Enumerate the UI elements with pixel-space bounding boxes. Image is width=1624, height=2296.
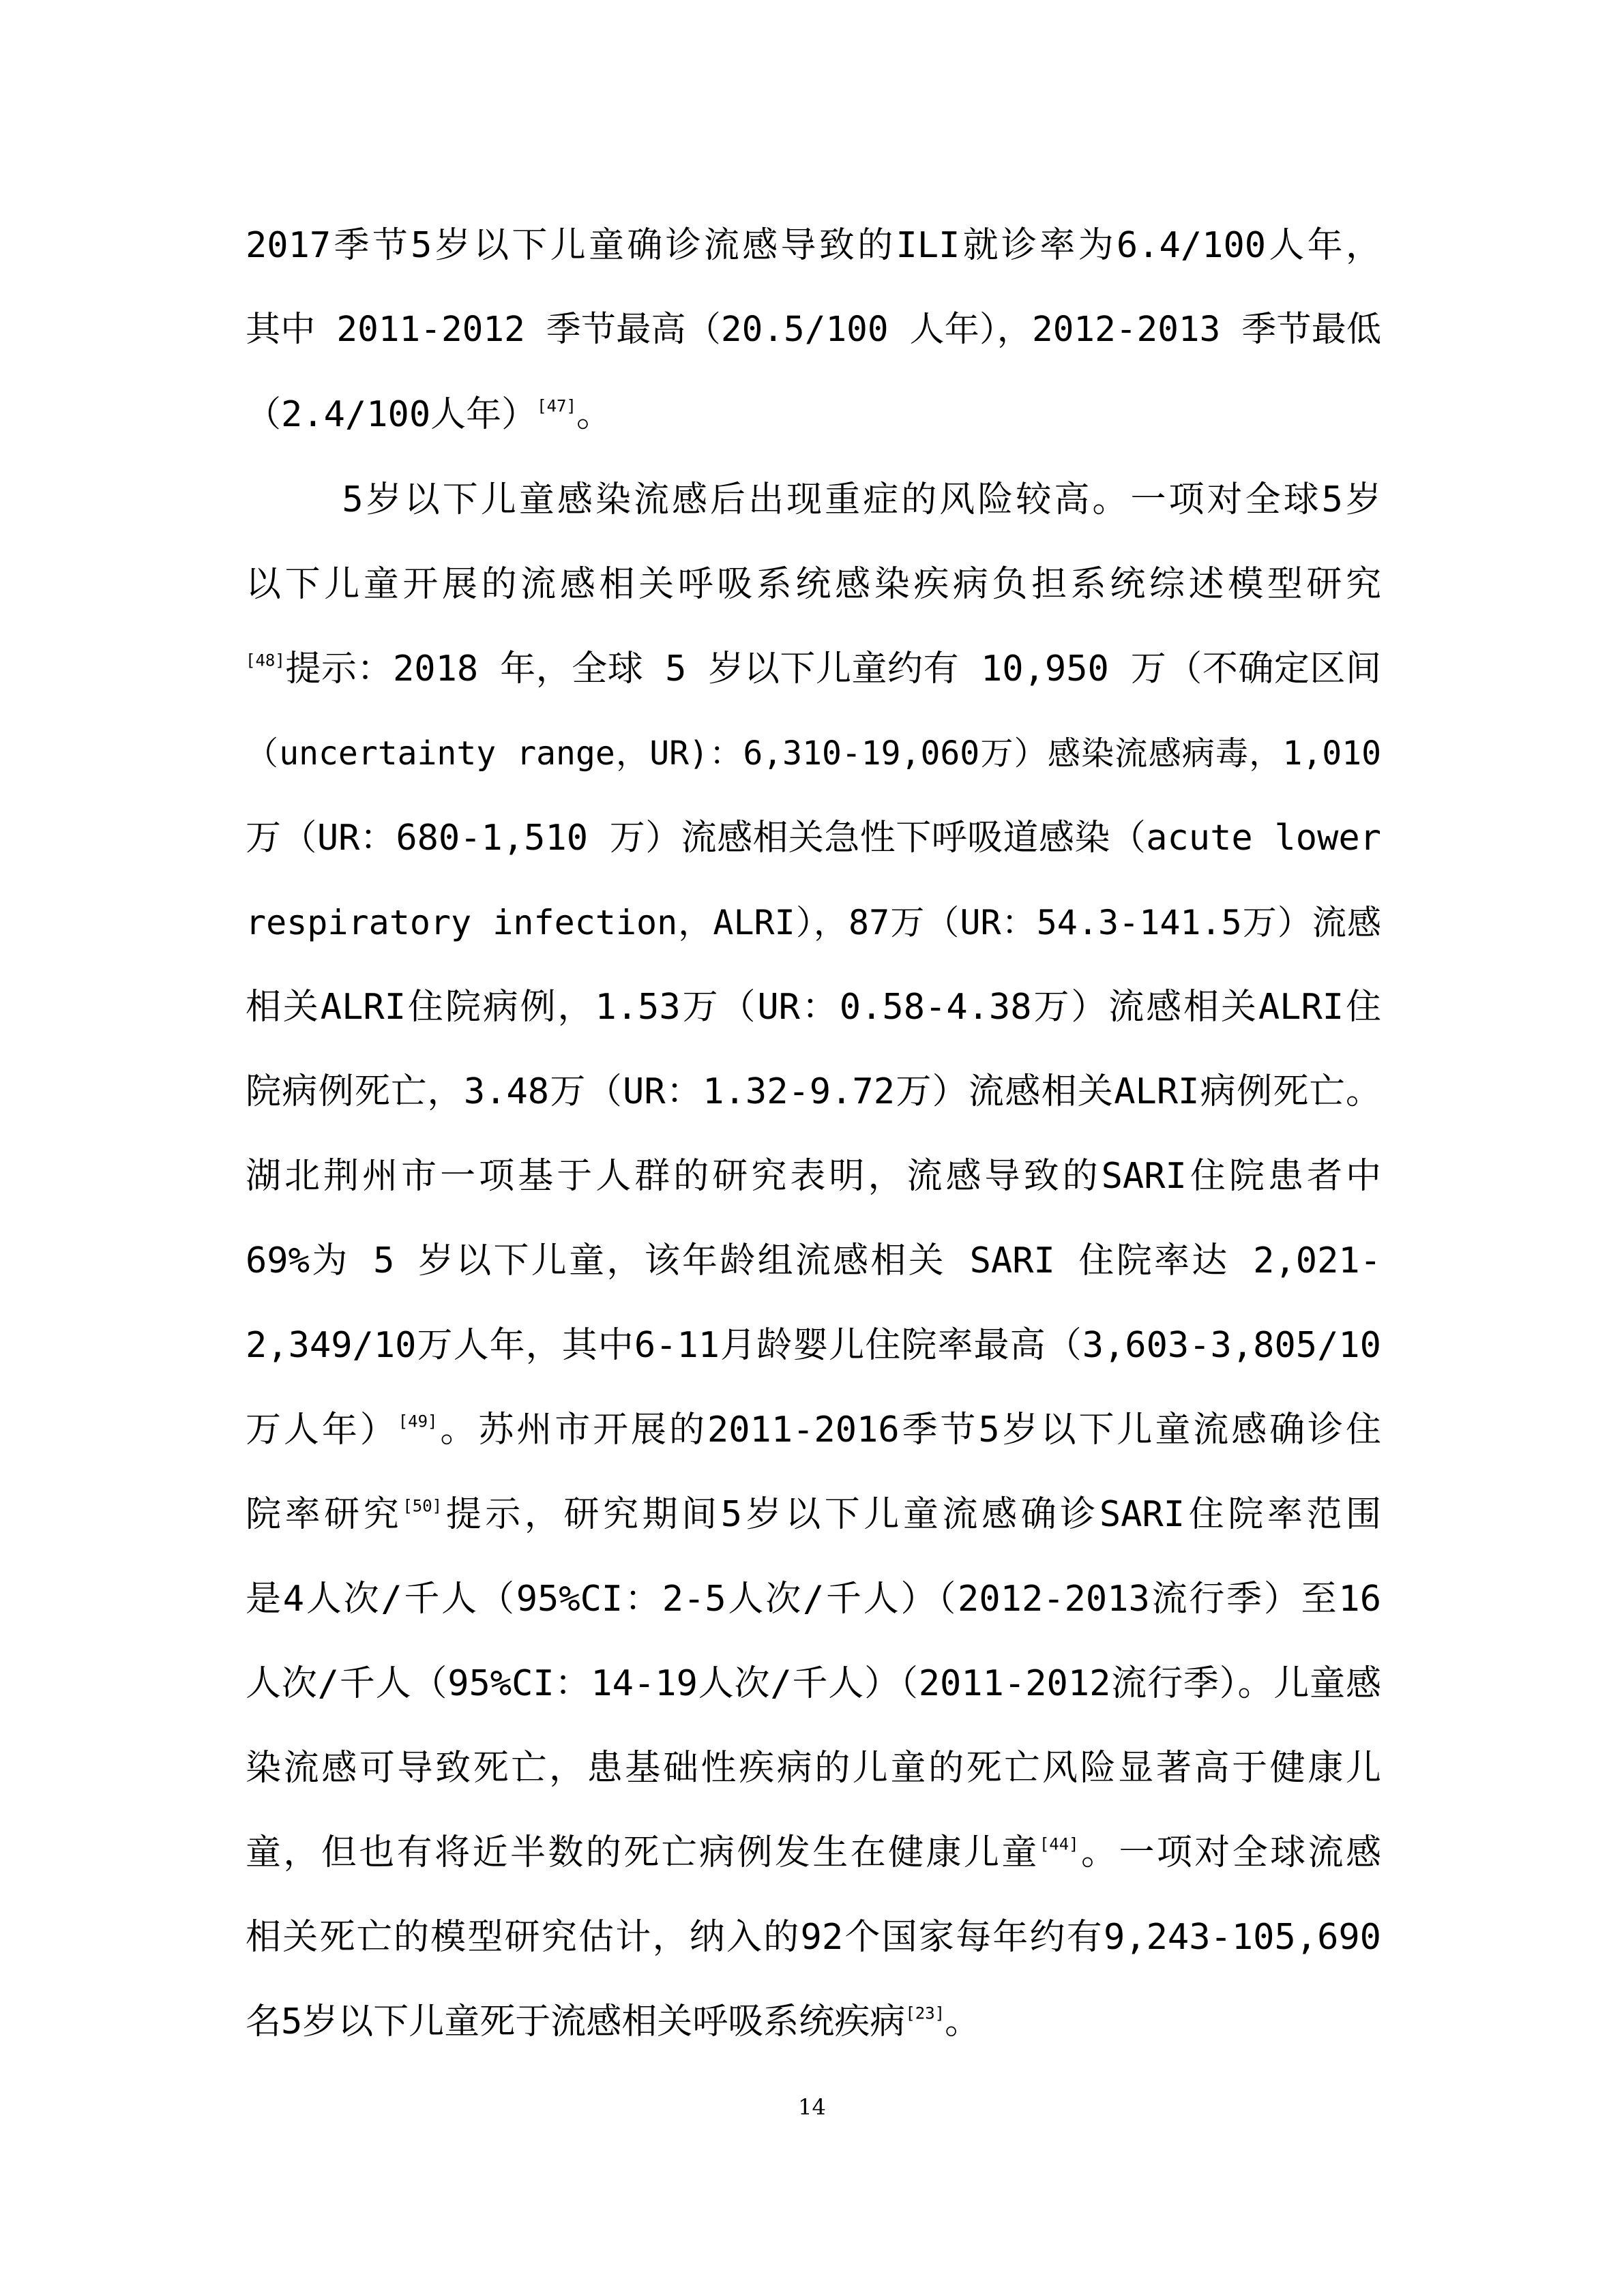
text-line: 院率研究[50]提示，研究期间5岁以下儿童流感确诊SARI住院率范围 bbox=[246, 1494, 1381, 1535]
text-line: 以下儿童开展的流感相关呼吸系统感染疾病负担系统综述模型研究 bbox=[246, 564, 1381, 605]
text-line: 2,349/10万人年，其中6-11月龄婴儿住院率最高（3,603-3,805/10 bbox=[246, 1325, 1381, 1366]
text-line: [48]提示：2018 年，全球 5 岁以下儿童约有 10,950 万（不确定区间 bbox=[246, 648, 1381, 689]
citation-ref: [48] bbox=[246, 651, 285, 670]
text-line: （2.4/100人年）[47]。 bbox=[246, 394, 612, 435]
text-line: 人次/千人（95%CI：14-19人次/千人）（2011-2012流行季）。儿童感 bbox=[246, 1663, 1381, 1704]
text-line: 是4人次/千人（95%CI：2-5人次/千人）（2012-2013流行季）至16 bbox=[246, 1579, 1381, 1620]
text-line: 相关ALRI住院病例，1.53万（UR：0.58-4.38万）流感相关ALRI住 bbox=[246, 987, 1381, 1028]
citation-ref: [49] bbox=[398, 1412, 438, 1431]
citation-ref: [44] bbox=[1039, 1834, 1079, 1854]
text-line: 相关死亡的模型研究估计，纳入的92个国家每年约有9,243-105,690 bbox=[246, 1917, 1381, 1958]
text-line: 其中 2011-2012 季节最高（20.5/100 人年），2012-2013 季节最低 bbox=[246, 310, 1381, 350]
text-line: 院病例死亡，3.48万（UR：1.32-9.72万）流感相关ALRI病例死亡。 bbox=[246, 1071, 1381, 1112]
text-line: 名5岁以下儿童死于流感相关呼吸系统疾病[23]。 bbox=[246, 2001, 981, 2042]
page-number: 14 bbox=[798, 2094, 826, 2120]
text-line: respiratory infection，ALRI），87万（UR：54.3-141.5万）流感 bbox=[246, 903, 1381, 942]
text-line: 染流感可导致死亡，患基础性疾病的儿童的死亡风险显著高于健康儿 bbox=[246, 1748, 1381, 1789]
text-line: 69%为 5 岁以下儿童，该年龄组流感相关 SARI 住院率达 2,021- bbox=[246, 1240, 1381, 1281]
text-line: 2017季节5岁以下儿童确诊流感导致的ILI就诊率为6.4/100人年， bbox=[246, 225, 1381, 266]
text-line: 万人年）[49]。苏州市开展的2011-2016季节5岁以下儿童流感确诊住 bbox=[246, 1410, 1381, 1450]
text-line: 湖北荆州市一项基于人群的研究表明，流感导致的SARI住院患者中 bbox=[246, 1156, 1381, 1197]
text-line: 5岁以下儿童感染流感后出现重症的风险较高。一项对全球5岁 bbox=[246, 479, 1381, 520]
citation-ref: [23] bbox=[905, 2003, 945, 2023]
citation-ref: [47] bbox=[537, 396, 576, 416]
text-line: 童，但也有将近半数的死亡病例发生在健康儿童[44]。一项对全球流感 bbox=[246, 1832, 1381, 1873]
citation-ref: [50] bbox=[402, 1496, 443, 1516]
text-line: （uncertainty range，UR)：6,310-19,060万）感染流感病毒，1,010 bbox=[246, 734, 1381, 773]
text-line: 万（UR：680-1,510 万）流感相关急性下呼吸道感染（acute lower bbox=[246, 818, 1381, 859]
